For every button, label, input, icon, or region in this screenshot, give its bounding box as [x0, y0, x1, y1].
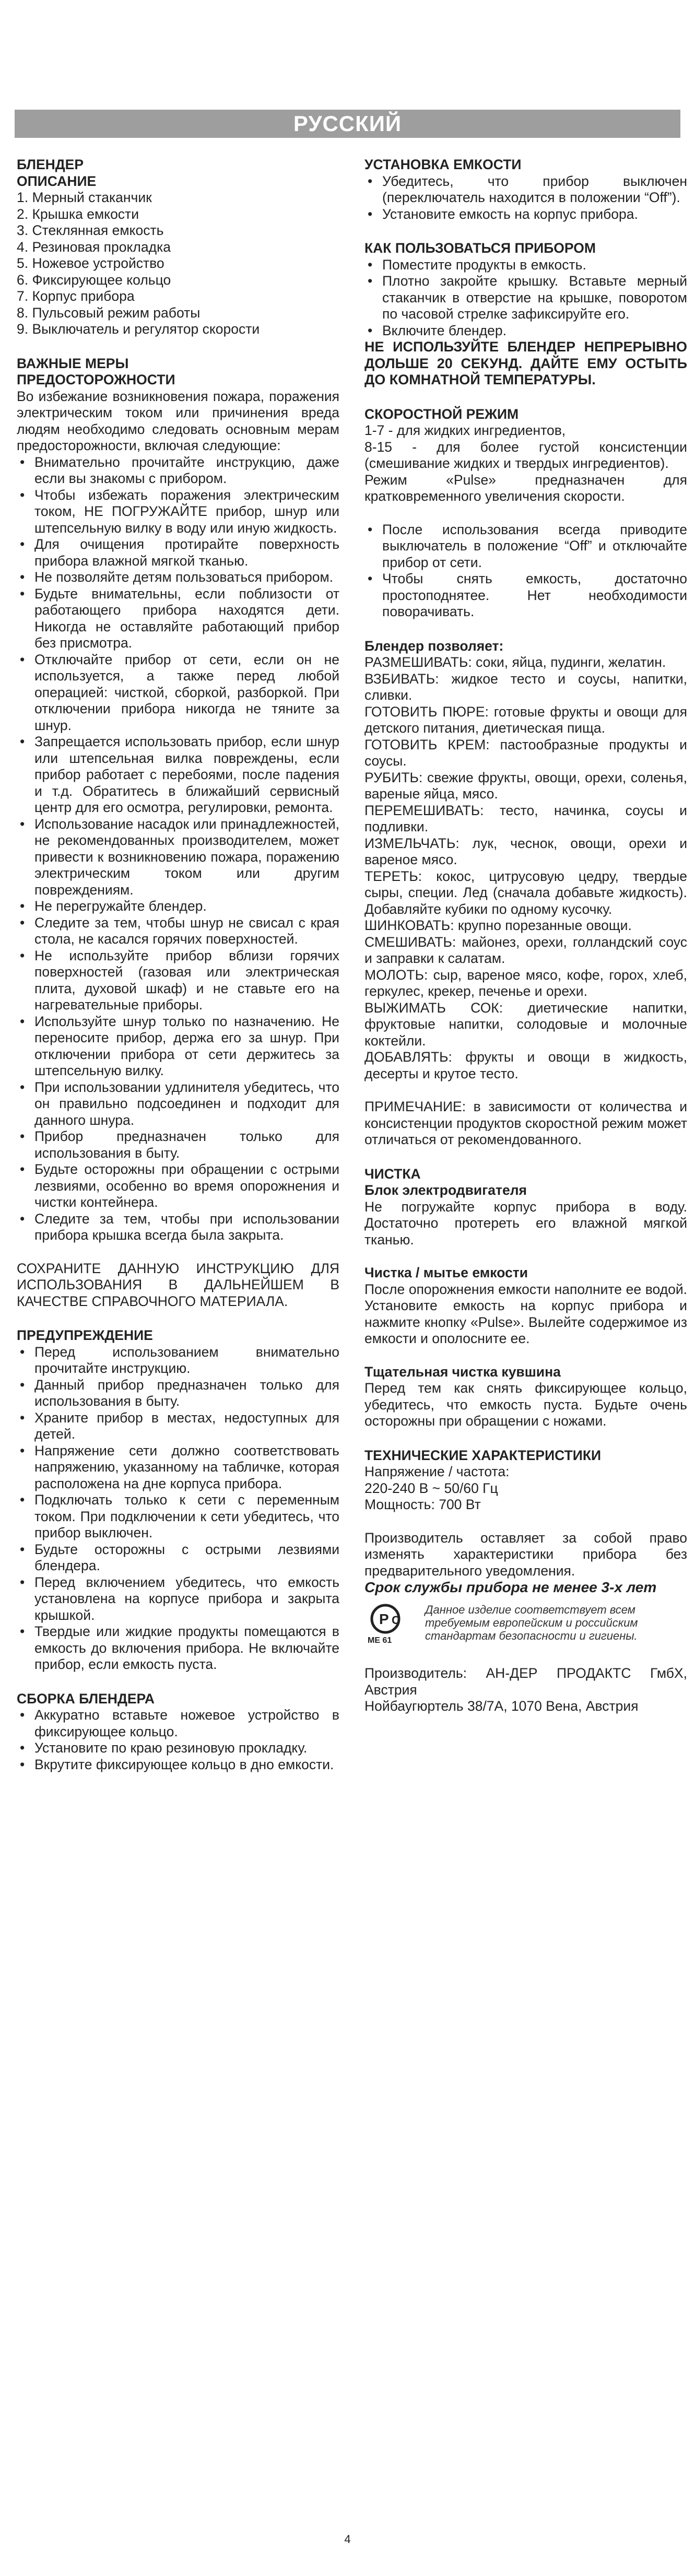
warning-item: • Напряжение сети должно соответствовать напряжению, указанному на табличке, которая расположена на дне корпуса прибора. [17, 1443, 339, 1492]
safety-item: • Отключайте прибор от сети, если он не используется, а также перед любой операцией: чисткой, сборкой, разборкой. При отключении прибора никогда не тяните за шнур. [17, 652, 339, 734]
safety-item: • Не перегружайте блендер. [17, 898, 339, 915]
safety-item: • Запрещается использовать прибор, если шнур или штепсельная вилка повреждены, если прибор работает с перебоями, после падения и т.д. Обратитесь в ближайший сервисный центр для его осмотра, регулировки, ремонта. [17, 734, 339, 816]
part-item: 6. Фиксирующее кольцо [17, 272, 171, 288]
speed-section [364, 406, 687, 620]
description-title: ОПИСАНИЕ [17, 173, 97, 189]
parts-list [17, 190, 339, 338]
allows-title: Блендер позволяет: [364, 638, 504, 654]
speed-title: СКОРОСТНОЙ РЕЖИМ [364, 406, 519, 422]
speed-line: 1-7 - для жидких ингредиентов, [364, 422, 566, 438]
assembly-item: • Аккуратно вставьте ножевое устройство в фиксирующее кольцо. [17, 1707, 339, 1740]
specs-section [364, 1448, 687, 1513]
use-item: • Поместите продукты в емкость. [364, 257, 687, 274]
right-column [364, 157, 687, 1715]
install-list [364, 173, 687, 223]
safety-item: • Следите за тем, чтобы шнур не свисал с края стола, не касался горячих поверхностей. [17, 915, 339, 948]
safety-title-line-1: ВАЖНЫЕ МЕРЫ [17, 355, 129, 371]
safety-item: • Будьте осторожны при обращении с острыми лезвиями, особенно во время опорожнения и чистки контейнера. [17, 1161, 339, 1211]
allows-line: СМЕШИВАТЬ: майонез, орехи, голландский соус и заправки к салатам. [364, 934, 687, 966]
safety-item: • Будьте внимательны, если поблизости от работающего прибора находятся дети. Никогда не оставляйте работающий прибор без присмотра. [17, 586, 339, 652]
thorough-clean-text: Перед тем как снять фиксирующее кольцо, убедитесь, что емкость пуста. Будьте очень осторожны при обращении с ножами. [364, 1380, 687, 1429]
cleaning-section [364, 1166, 687, 1430]
safety-item: • Прибор предназначен только для использования в быту. [17, 1128, 339, 1161]
safety-item: • Не используйте прибор вблизи горячих поверхностей (газовая или электрическая плита, духовой шкаф) и не ставьте его на нагревательные приборы. [17, 948, 339, 1014]
specs-line: Мощность: 700 Вт [364, 1497, 481, 1512]
allows-line: МОЛОТЬ: сыр, вареное мясо, кофе, горох, хлеб, геркулес, крекер, печенье и орехи. [364, 967, 687, 999]
certification-text: Данное изделие соответствует всем требуемым европейским и российским стандартам безопасности и гигиены. [425, 1603, 638, 1642]
lifetime-note: Срок службы прибора не менее 3-х лет [364, 1579, 657, 1595]
allows-line: ДОБАВЛЯТЬ: фрукты и овощи в жидкость, десерты и крутое тесто. [364, 1049, 687, 1081]
manufacturer-rights: Производитель оставляет за собой право изменять характеристики прибора без предварительного уведомления. [364, 1530, 687, 1579]
safety-item: • Не позволяйте детям пользоваться прибором. [17, 569, 339, 586]
keep-instructions-note: СОХРАНИТЕ ДАННУЮ ИНСТРУКЦИЮ ДЛЯ ИСПОЛЬЗОВАНИЯ В ДАЛЬНЕЙШЕМ В КАЧЕСТВЕ СПРАВОЧНОГО МАТЕРИАЛА. [17, 1260, 339, 1309]
safety-item: • При использовании удлинителя убедитесь, что он правильно подсоединен и подходит для данного шнура. [17, 1079, 339, 1129]
safety-item: • Использование насадок или принадлежностей, не рекомендованных производителем, может привести к возникновению пожара, поражению электрическим током или другим повреждениям. [17, 816, 339, 899]
allows-line: ГОТОВИТЬ КРЕМ: пастообразные продукты и соусы. [364, 736, 687, 769]
use-item: • Включите блендер. [364, 323, 687, 339]
language-title: РУССКИЙ [293, 111, 402, 136]
install-item: • Убедитесь, что прибор выключен (переключатель находится в положении “Off”). [364, 173, 687, 206]
part-item: 4. Резиновая прокладка [17, 239, 171, 255]
allows-line: ВЗБИВАТЬ: жидкое тесто и соусы, напитки, сливки. [364, 671, 687, 703]
allows-section [364, 638, 687, 1083]
cleaning-title: ЧИСТКА [364, 1166, 421, 1182]
warning-item: • Подключать только к сети с переменным током. При подключении к сети убедитесь, что прибор выключен. [17, 1492, 339, 1542]
manufacturer-info [364, 1665, 687, 1715]
assembly-item: • Вкрутите фиксирующее кольцо в дно емкости. [17, 1757, 339, 1773]
allows-line: РУБИТЬ: свежие фрукты, овощи, орехи, соленья, вареные яйца, мясо. [364, 769, 687, 802]
left-column [17, 157, 339, 1773]
specs-title: ТЕХНИЧЕСКИЕ ХАРАКТЕРИСТИКИ [364, 1447, 602, 1463]
safety-item: • Внимательно прочитайте инструкцию, даже если вы знакомы с прибором. [17, 454, 339, 487]
speed-note: • Чтобы снять емкость, достаточно простоподнятее. Нет необходимости поворачивать. [364, 571, 687, 620]
motor-block-text: Не погружайте корпус прибора в воду. Достаточно протереть его влажной мягкой тканью. [364, 1198, 687, 1248]
warning-item: • Перед включением убедитесь, что емкость установлена на корпусе прибора и закрыта крышкой. [17, 1574, 339, 1624]
warning-item: • Данный прибор предназначен только для использования в быту. [17, 1377, 339, 1410]
manufacturer-line: Производитель: АН-ДЕР ПРОДАКТС ГмбХ, Австрия [364, 1665, 687, 1698]
safety-intro: Во избежание возникновения пожара, поражения электрическим током или причинения вреда людям необходимо следовать основным мерам предосторожности, включая следующие: [17, 388, 339, 453]
language-banner [15, 110, 680, 138]
product-title: БЛЕНДЕР [17, 157, 84, 172]
safety-list [17, 454, 339, 1244]
assembly-item: • Установите по краю резиновую прокладку. [17, 1740, 339, 1757]
use-title: КАК ПОЛЬЗОВАТЬСЯ ПРИБОРОМ [364, 240, 596, 256]
thorough-clean-title: Тщательная чистка кувшина [364, 1363, 561, 1380]
safety-title-line-2: ПРЕДОСТОРОЖНОСТИ [17, 372, 175, 387]
assembly-list [17, 1707, 339, 1773]
certification-block [364, 1603, 687, 1649]
speed-line: 8-15 - для более густой консистенции (смешивание жидких и твердых ингредиентов). [364, 439, 687, 471]
allows-line: ГОТОВИТЬ ПЮРЕ: готовые фрукты и овощи для детского питания, диетическая пища. [364, 703, 687, 736]
warning-item: • Будьте осторожны с острыми лезвиями блендера. [17, 1542, 339, 1574]
duration-warning: НЕ ИСПОЛЬЗУЙТЕ БЛЕНДЕР НЕПРЕРЫВНО ДОЛЬШЕ 20 СЕКУНД. ДАЙТЕ ЕМУ ОСТЫТЬ ДО КОМНАТНОЙ ТЕМПЕРАТУРЫ. [364, 339, 687, 387]
safety-item: • Для очищения протирайте поверхность прибора влажной мягкой тканью. [17, 536, 339, 569]
allows-line: ИЗМЕЛЬЧАТЬ: лук, чеснок, овощи, орехи и вареное мясо. [364, 835, 687, 867]
warning-item: • Перед использованием внимательно прочитайте инструкцию. [17, 1344, 339, 1377]
assembly-section [17, 1691, 339, 1773]
part-item: 1. Мерный стаканчик [17, 190, 152, 205]
install-title: УСТАНОВКА ЕМКОСТИ [364, 157, 522, 172]
container-clean-title: Чистка / мытье емкости [364, 1265, 528, 1280]
specs-line: Напряжение / частота: [364, 1464, 510, 1479]
part-item: 3. Стеклянная емкость [17, 222, 164, 238]
warning-title: ПРЕДУПРЕЖДЕНИЕ [17, 1327, 153, 1343]
svg-text:С: С [392, 1613, 400, 1627]
safety-item: • Чтобы избежать поражения электрическим током, НЕ ПОГРУЖАЙТЕ прибор, шнур или штепсельную вилку в воду или иную жидкость. [17, 487, 339, 537]
use-section [364, 240, 687, 339]
speed-note-paragraph: ПРИМЕЧАНИЕ: в зависимости от количества и консистенции продуктов скоростной режим может отличаться от рекомендованного. [364, 1099, 687, 1147]
part-item: 9. Выключатель и регулятор скорости [17, 321, 260, 337]
use-list [364, 257, 687, 339]
allows-line: ТЕРЕТЬ: кокос, цитрусовую цедру, твердые сыры, специи. Лед (сначала добавьте жидкость). Добавляйте кубики по одному кусочку. [364, 868, 687, 917]
part-item: 2. Крышка емкости [17, 206, 139, 222]
warning-item: • Твердые или жидкие продукты помещаются в емкость до включения прибора. Не включайте прибор, если емкость пуста. [17, 1624, 339, 1673]
manufacturer-line: Нойбаугюртель 38/7А, 1070 Вена, Австрия [364, 1698, 639, 1714]
specs-line: 220-240 В ~ 50/60 Гц [364, 1480, 498, 1496]
use-item: • Плотно закройте крышку. Вставьте мерный стаканчик в отверстие на крышке, поворотом по часовой стрелке зафиксируйте его. [364, 273, 687, 323]
safety-item: • Следите за тем, чтобы при использовании прибора крышка всегда была закрыта. [17, 1211, 339, 1244]
allows-line: ПЕРЕМЕШИВАТЬ: тесто, начинка, соусы и подливки. [364, 802, 687, 834]
part-item: 7. Корпус прибора [17, 288, 135, 304]
warning-list [17, 1344, 339, 1673]
container-clean-text: После опорожнения емкости наполните ее водой. Установите емкость на корпус прибора и нажмите кнопку «Pulse». Вылейте содержимое из емкости и ополосните ее. [364, 1281, 687, 1346]
safety-item: • Используйте шнур только по назначению. Не переносите прибор, держа его за шнур. При отключении прибора от сети держитесь за штепсельную вилку. [17, 1014, 339, 1079]
svg-text:Р: Р [379, 1610, 389, 1627]
allows-line: ВЫЖИМАТЬ СОК: диетические напитки, фруктовые напитки, солодовые и молочные коктейли. [364, 999, 687, 1049]
warning-section [17, 1327, 339, 1673]
install-item: • Установите емкость на корпус прибора. [364, 206, 687, 223]
speed-line: Режим «Pulse» предназначен для кратковременного увеличения скорости. [364, 472, 687, 504]
allows-line: РАЗМЕШИВАТЬ: соки, яйца, пудинги, желатин. [364, 654, 666, 670]
page-number: 4 [344, 2533, 351, 2546]
certification-code: МЕ 61 [368, 1636, 392, 1645]
allows-line: ШИНКОВАТЬ: крупно порезанные овощи. [364, 918, 632, 933]
certification-mark-icon [364, 1603, 417, 1649]
part-item: 5. Ножевое устройство [17, 255, 164, 271]
warning-item: • Храните прибор в местах, недоступных для детей. [17, 1410, 339, 1443]
safety-section [17, 356, 339, 1244]
assembly-title: СБОРКА БЛЕНДЕРА [17, 1690, 155, 1707]
speed-note: • После использования всегда приводите выключатель в положение “Off” и отключайте прибор от сети. [364, 522, 687, 571]
speed-notes-list [364, 522, 687, 620]
motor-block-title: Блок электродвигателя [364, 1182, 527, 1198]
part-item: 8. Пульсовый режим работы [17, 304, 201, 321]
